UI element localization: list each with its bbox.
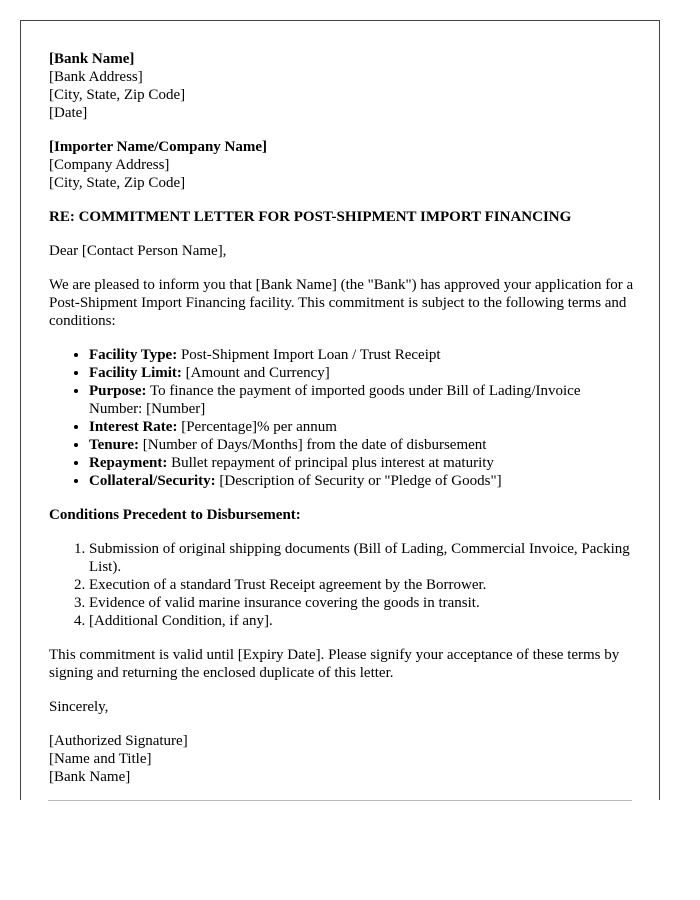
sender-bank-address: [Bank Address] xyxy=(49,69,143,85)
terms-list xyxy=(49,346,634,490)
recipient-block xyxy=(49,138,634,192)
term-label: Purpose: xyxy=(89,383,147,399)
sender-bank-name: [Bank Name] xyxy=(49,51,135,67)
condition-item: 2. Execution of a standard Trust Receipt agreement by the Borrower. xyxy=(89,576,634,594)
recipient-address: [Company Address] xyxy=(49,157,170,173)
term-value: [Amount and Currency] xyxy=(181,365,330,381)
salutation: Dear [Contact Person Name], xyxy=(49,243,227,259)
term-label: Interest Rate: xyxy=(89,419,178,435)
term-item xyxy=(89,346,634,364)
condition-item: 4. [Additional Condition, if any]. xyxy=(89,612,634,630)
term-value: [Percentage]% per annum xyxy=(177,419,337,435)
footer-divider xyxy=(48,800,632,801)
term-item xyxy=(89,364,634,382)
term-item xyxy=(89,454,634,472)
recipient-name: [Importer Name/Company Name] xyxy=(49,139,268,155)
intro-paragraph: We are pleased to inform you that [Bank Name] (the "Bank") has approved your application for a Post-Shipment Import Financing facility. This commitment is subject to the following terms and conditions: xyxy=(49,277,634,329)
sender-city-state-zip: [City, State, Zip Code] xyxy=(49,87,186,103)
sender-block xyxy=(49,50,634,122)
term-label: Tenure: xyxy=(89,437,140,453)
subject-line: RE: COMMITMENT LETTER FOR POST-SHIPMENT IMPORT FINANCING xyxy=(49,209,572,225)
conditions-list xyxy=(49,540,634,630)
signature-block xyxy=(49,732,634,786)
term-value: [Number of Days/Months] from the date of disbursement xyxy=(139,437,487,453)
term-value: Bullet repayment of principal plus interest at maturity xyxy=(167,455,494,471)
letter-page xyxy=(20,20,660,800)
term-label: Facility Type: xyxy=(89,347,178,363)
signature-bank-name: [Bank Name] xyxy=(49,769,131,785)
term-item xyxy=(89,436,634,454)
recipient-city-state-zip: [City, State, Zip Code] xyxy=(49,175,186,191)
term-label: Facility Limit: xyxy=(89,365,182,381)
term-value: Post-Shipment Import Loan / Trust Receipt xyxy=(177,347,441,363)
signatory-name-title: [Name and Title] xyxy=(49,751,152,767)
letter-date: [Date] xyxy=(49,105,88,121)
term-item xyxy=(89,418,634,436)
validity-paragraph: This commitment is valid until [Expiry Date]. Please signify your acceptance of these terms by signing and returning the enclosed duplicate of this letter. xyxy=(49,647,620,681)
term-item xyxy=(89,382,634,418)
closing: Sincerely, xyxy=(49,699,109,715)
term-item xyxy=(89,472,634,490)
authorized-signature: [Authorized Signature] xyxy=(49,733,188,749)
term-label: Collateral/Security: xyxy=(89,473,216,489)
condition-item: 1. Submission of original shipping documents (Bill of Lading, Commercial Invoice, Packing List). xyxy=(89,540,634,576)
term-label: Repayment: xyxy=(89,455,168,471)
letter-content xyxy=(49,50,634,802)
condition-item: 3. Evidence of valid marine insurance covering the goods in transit. xyxy=(89,594,634,612)
term-value: [Description of Security or "Pledge of Goods"] xyxy=(215,473,502,489)
conditions-heading: Conditions Precedent to Disbursement: xyxy=(49,507,301,523)
term-value: To finance the payment of imported goods under Bill of Lading/Invoice Number: [Number] xyxy=(89,383,581,417)
